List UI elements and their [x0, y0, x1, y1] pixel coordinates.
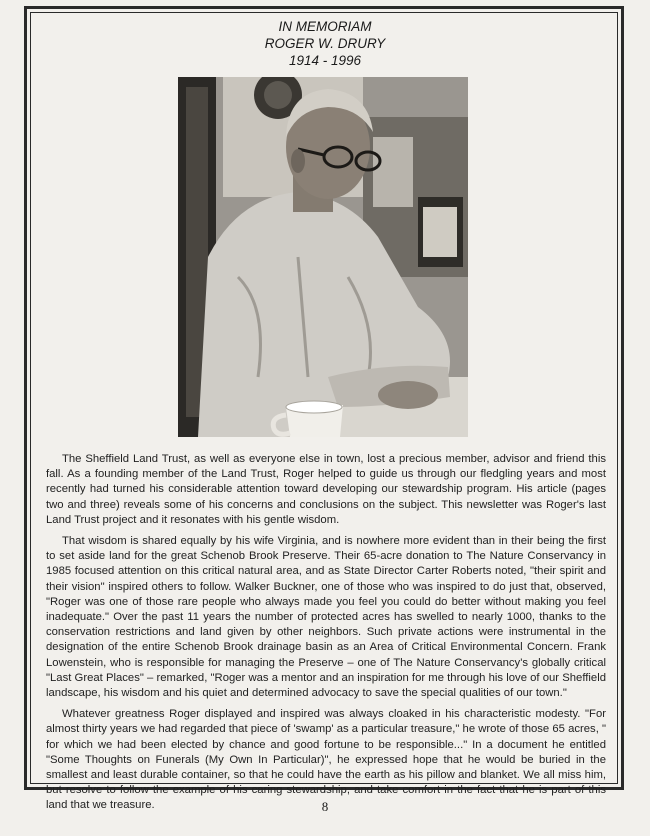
page-number: 8 — [321, 799, 329, 814]
article-paragraph-3: Whatever greatness Roger displayed and inspired was always cloaked in his characteristic modesty. "For almost thirty years we had regarded that piece of 'swamp' as a particular treasure," he wrote of those 65 acres, " for which we had been elected by chance and good fortune to be responsible..." In a document he entitled "Some Thoughts on Funerals (My Own In Particular)", he expressed hope that he would be buried in the smallest and least durable container, so that he could have the earth as his pillow and blanket. We all miss him, but resolve to follow the example of his caring stewardship, and take comfort in the fact that he is part of this land that we treasure. — [46, 708, 606, 812]
memoriam-heading — [0, 18, 650, 69]
portrait-photo-icon — [178, 77, 468, 437]
article-paragraph-1: The Sheffield Land Trust, as well as everyone else in town, lost a precious member, advisor and friend this fall. As a founding member of the Land Trust, Roger helped to guide us through our fledgling years and most recently had turned his considerable attention toward developing our stewardship program. His article (pages two and three) reveals some of his concerns and conclusions on the subject. This newsletter was Roger's last Land Trust project and it resonates with his gentle wisdom. — [46, 453, 606, 526]
article-paragraph-2: That wisdom is shared equally by his wife Virginia, and is nowhere more evident than in their being the first to set aside land for the great Schenob Brook Preserve. Their 65-acre donation to The Nature Conservancy in 1985 focused attention on this critical natural area, and as State Director Carter Roberts noted, "their spirit and their vision" inspired others to follow. Walker Buckner, one of those who was inspired to do just that, observed, "Roger was one of those rare people who always made you feel you could do better without making you feel inadequate." Over the past 11 years the number of protected acres has swelled to nearly 1000, thanks to the conservation restrictions and land given by other neighbors. Such private actions were instrumental in the designation of the entire Schenob Brook drainage basin as an Area of Critical Environmental Concern. Frank Lowenstein, who is responsible for managing the Preserve – one of The Nature Conservancy's globally critical "Last Great Places" – remarked, "Roger was a mentor and an inspiration for me through his love of our Sheffield landscape, his wisdom and his quiet and determined advocacy to save the special qualities of our town." — [46, 535, 606, 700]
heading-line-2: ROGER W. DRURY — [264, 36, 386, 51]
heading-line-1: IN MEMORIAM — [278, 19, 372, 34]
article-body — [46, 452, 606, 820]
heading-line-3: 1914 - 1996 — [288, 53, 362, 68]
portrait-photo — [178, 77, 468, 437]
